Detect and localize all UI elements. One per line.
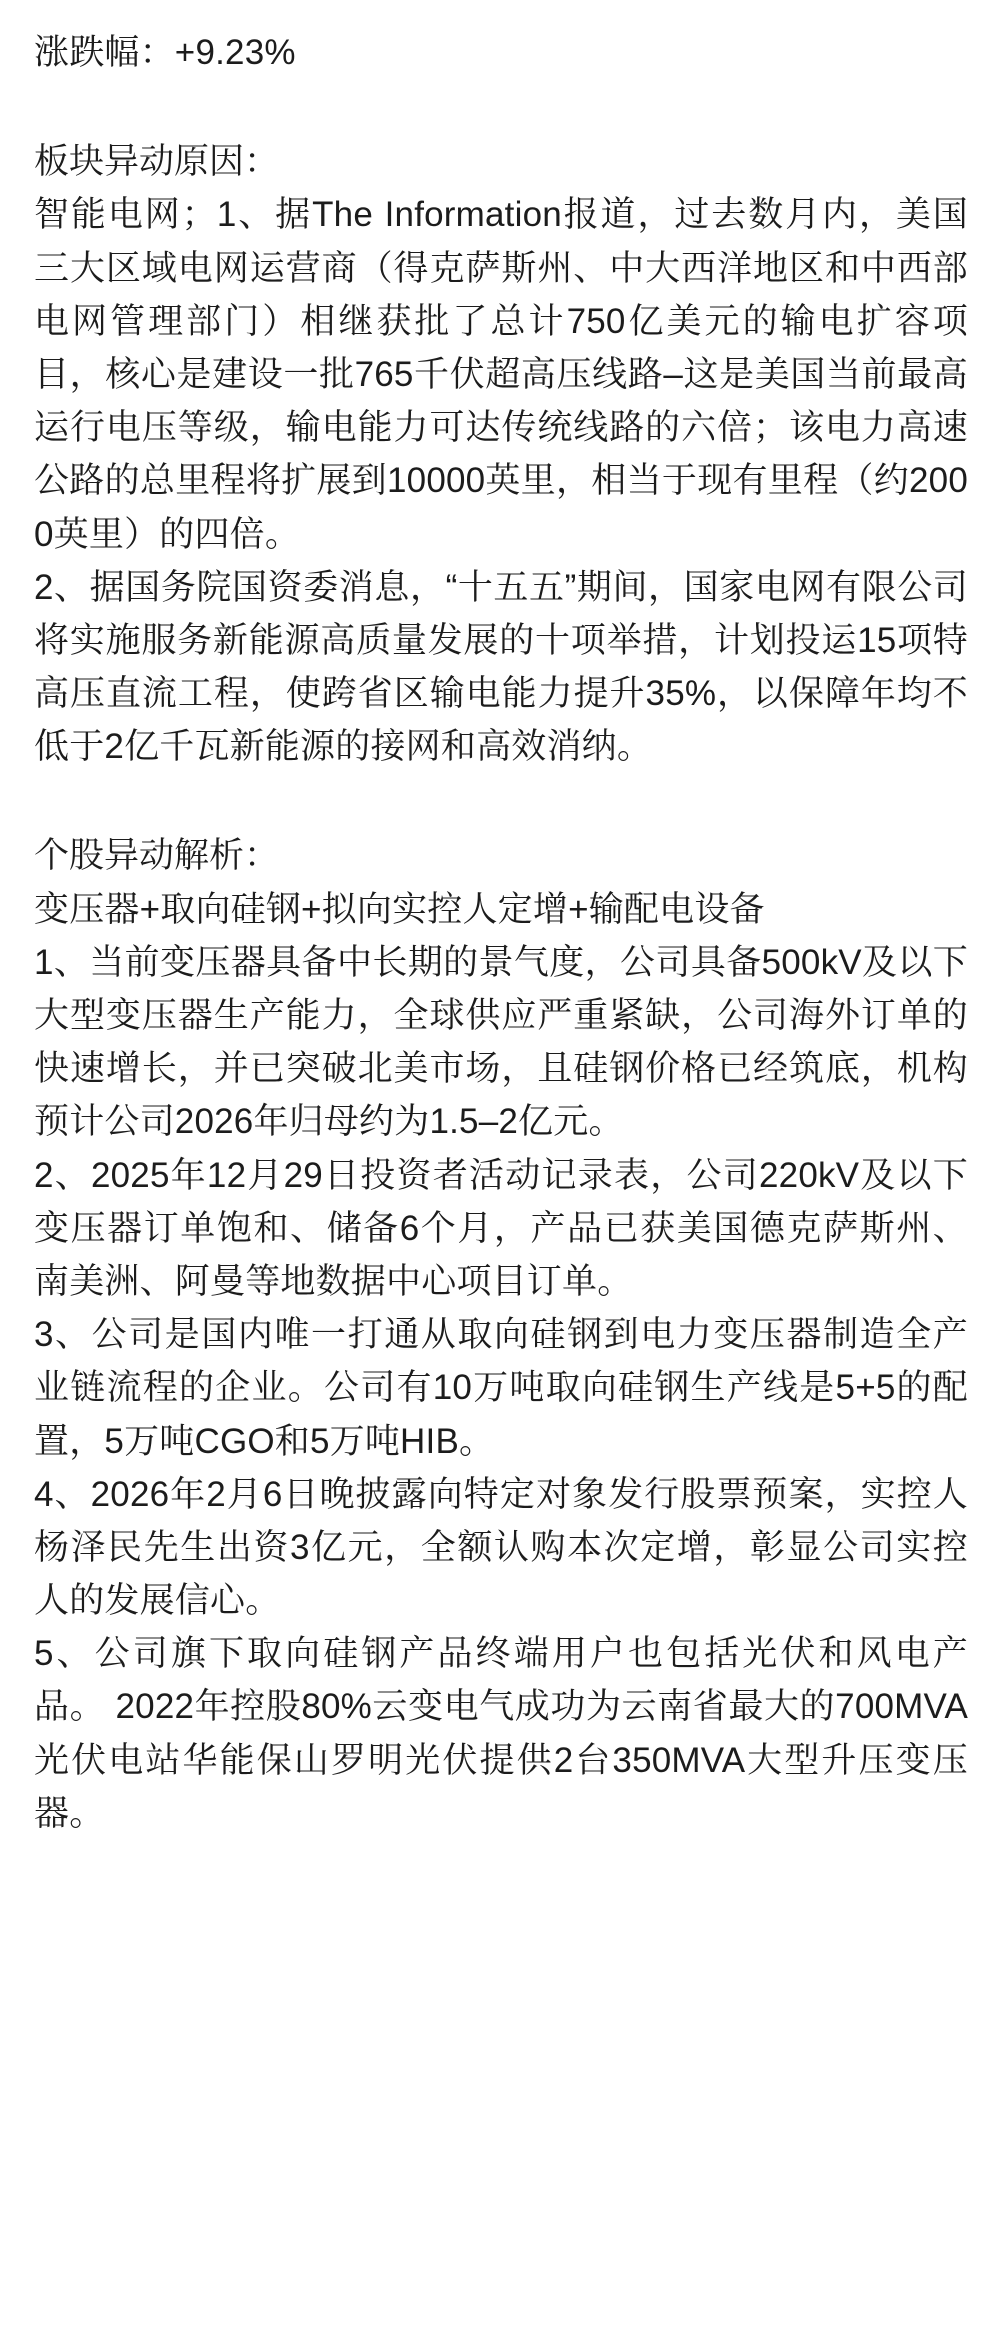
sector-section-item-2: 2、据国务院国资委消息，“十五五”期间，国家电网有限公司将实施服务新能源高质量发展的十项举措，计划投运15项特高压直流工程，使跨省区输电能力提升35%，以保障年均不低于2亿千瓦新能源的接网和高效消纳。 (34, 567, 968, 767)
spacer (34, 773, 968, 829)
stock-section-item: 2、2025年12月29日投资者活动记录表，公司220kV及以下变压器订单饱和、储备6个月，产品已获美国德克萨斯州、南美洲、阿曼等地数据中心项目订单。 (34, 1155, 968, 1301)
stock-section-item: 3、公司是国内唯一打通从取向硅钢到电力变压器制造全产业链流程的企业。公司有10万吨取向硅钢生产线是5+5的配置，5万吨CGO和5万吨HIB。 (34, 1315, 968, 1461)
sector-section-heading: 板块异动原因： (34, 142, 280, 182)
stock-section-heading: 个股异动解析： (34, 836, 280, 876)
stock-section-item: 4、2026年2月6日晚披露向特定对象发行股票预案，实控人杨泽民先生出资3亿元，全额认购本次定增，彰显公司实控人的发展信心。 (34, 1474, 968, 1621)
stock-section-tags: 变压器+取向硅钢+拟向实控人定增+输配电设备 (34, 889, 765, 929)
price-change-line: 涨跌幅：+9.23% (34, 33, 296, 72)
sector-section-intro: 智能电网；1、据The Information报道，过去数月内，美国三大区域电网运营商（得克萨斯州、中大西洋地区和中西部电网管理部门）相继获批了总计750亿美元的输电扩容项目，核心是建设一批765千伏超高压线路–这是美国当前最高运行电压等级，输电能力可达传统线路的六倍；该电力高速公路的总里程将扩展到10000英里，相当于现有里程（约2000英里）的四倍。 (34, 195, 968, 554)
spacer (34, 79, 968, 135)
stock-section-item: 5、公司旗下取向硅钢产品终端用户也包括光伏和风电产品。 2022年控股80%云变电气成功为云南省最大的700MVA光伏电站华能保山罗明光伏提供2台350MVA大型升压变压器。 (34, 1634, 968, 1833)
stock-section-item: 1、当前变压器具备中长期的景气度，公司具备500kV及以下大型变压器生产能力，全球供应严重紧缺，公司海外订单的快速增长，并已突破北美市场，且硅钢价格已经筑底，机构预计公司2026年归母约为1.5–2亿元。 (34, 942, 968, 1142)
